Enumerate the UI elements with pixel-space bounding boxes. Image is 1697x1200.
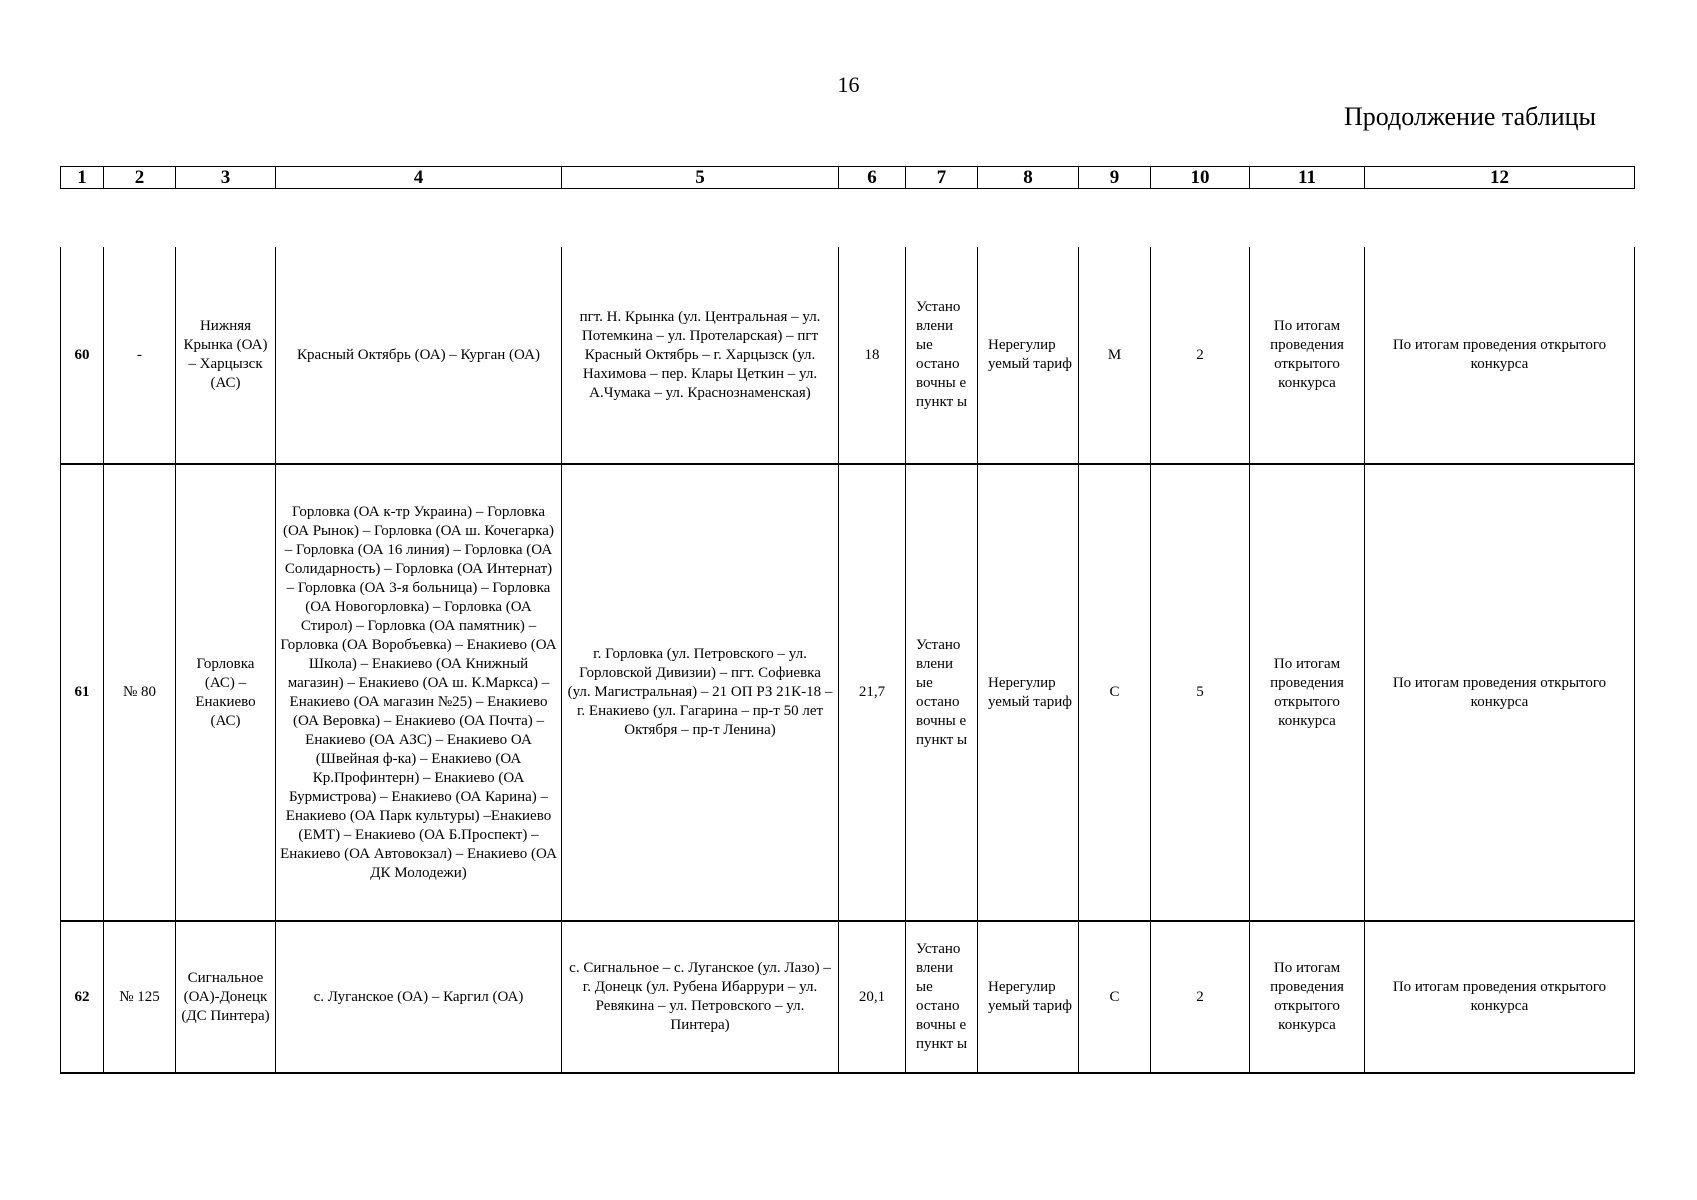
carrier: По итогам проведения открытого конкурса — [1365, 921, 1635, 1073]
route-length: 20,1 — [839, 921, 906, 1073]
column-number: 6 — [839, 167, 906, 189]
route-length: 18 — [839, 247, 906, 464]
boarding-procedure: Устано влени ые остано вочны е пункт ы — [906, 921, 978, 1073]
route-name: Нижняя Крынка (ОА) – Харцызск (АС) — [176, 247, 276, 464]
column-number: 7 — [906, 167, 978, 189]
column-number: 3 — [176, 167, 276, 189]
vehicle-class: М — [1079, 247, 1151, 464]
start-date: По итогам проведения открытого конкурса — [1250, 464, 1365, 921]
column-number: 8 — [978, 167, 1079, 189]
row-number: 60 — [61, 247, 104, 464]
vehicle-class: С — [1079, 921, 1151, 1073]
streets-roads: с. Сигнальное – с. Луганское (ул. Лазо) – г. Донецк (ул. Рубена Ибаррури – ул. Ревякина – ул. Петровского – ул. Пинтера) — [562, 921, 839, 1073]
tariff-type: Нерегулир уемый тариф — [978, 247, 1079, 464]
column-number: 5 — [562, 167, 839, 189]
routes-table — [60, 247, 1635, 1074]
streets-roads: г. Горловка (ул. Петровского – ул. Горловской Дивизии) – пгт. Софиевка (ул. Магистральная) – 21 ОП РЗ 21К-18 – г. Енакиево (ул. Гагарина – пр-т 50 лет Октября – пр-т Ленина) — [562, 464, 839, 921]
vehicle-count: 5 — [1151, 464, 1250, 921]
carrier: По итогам проведения открытого конкурса — [1365, 464, 1635, 921]
table-row — [61, 247, 1635, 464]
intermediate-stops: Красный Октябрь (ОА) – Курган (ОА) — [276, 247, 562, 464]
start-date: По итогам проведения открытого конкурса — [1250, 247, 1365, 464]
column-number: 1 — [61, 167, 104, 189]
row-number: 62 — [61, 921, 104, 1073]
vehicle-count: 2 — [1151, 921, 1250, 1073]
column-number-row — [61, 167, 1635, 189]
streets-roads: пгт. Н. Крынка (ул. Центральная – ул. Потемкина – ул. Протеларская) – пгт Красный Октябрь – г. Харцызск (ул. Нахимова – пер. Клары Цеткин – ул. А.Чумака – ул. Краснознаменская) — [562, 247, 839, 464]
tariff-type: Нерегулир уемый тариф — [978, 464, 1079, 921]
carrier: По итогам проведения открытого конкурса — [1365, 247, 1635, 464]
route-code: № 80 — [104, 464, 176, 921]
route-code: - — [104, 247, 176, 464]
page-number: 16 — [837, 72, 860, 97]
column-number-header — [60, 166, 1635, 189]
tariff-type: Нерегулир уемый тариф — [978, 921, 1079, 1073]
continuation-title: Продолжение таблицы — [1344, 102, 1596, 131]
intermediate-stops: Горловка (ОА к-тр Украина) – Горловка (ОА Рынок) – Горловка (ОА ш. Кочегарка) – Горловка (ОА 16 линия) – Горловка (ОА Солидарность) – Горловка (ОА Интернат) – Горловка (ОА 3-я больница) – Горловка (ОА Новогорловка) – Горловка (ОА Стирол) – Горловка (ОА памятник) – Горловка (ОА Воробъевка) – Енакиево (ОА Школа) – Енакиево (ОА Книжный магазин) – Енакиево (ОА ш. К.Маркса) – Енакиево (ОА магазин №25) – Енакиево (ОА Веровка) – Енакиево (ОА Почта) – Енакиево (ОА АЗС) – Енакиево ОА (Швейная ф-ка) – Енакиево (ОА Кр.Профинтерн) – Енакиево (ОА Бурмистрова) – Енакиево (ОА Карина) – Енакиево (ОА Парк культуры) –Енакиево (ЕМТ) – Енакиево (ОА Б.Проспект) – Енакиево (ОА Автовокзал) – Енакиево (ОА ДК Молодежи) — [276, 464, 562, 921]
route-length: 21,7 — [839, 464, 906, 921]
route-name: Горловка (АС) – Енакиево (АС) — [176, 464, 276, 921]
column-number: 10 — [1151, 167, 1250, 189]
table-row — [61, 464, 1635, 921]
row-number: 61 — [61, 464, 104, 921]
intermediate-stops: с. Луганское (ОА) – Каргил (ОА) — [276, 921, 562, 1073]
start-date: По итогам проведения открытого конкурса — [1250, 921, 1365, 1073]
table-row — [61, 921, 1635, 1073]
column-number: 12 — [1365, 167, 1635, 189]
vehicle-count: 2 — [1151, 247, 1250, 464]
route-name: Сигнальное (ОА)-Донецк (ДС Пинтера) — [176, 921, 276, 1073]
boarding-procedure: Устано влени ые остано вочны е пункт ы — [906, 247, 978, 464]
column-number: 4 — [276, 167, 562, 189]
boarding-procedure: Устано влени ые остано вочны е пункт ы — [906, 464, 978, 921]
column-number: 9 — [1079, 167, 1151, 189]
column-number: 2 — [104, 167, 176, 189]
column-number: 11 — [1250, 167, 1365, 189]
vehicle-class: С — [1079, 464, 1151, 921]
route-code: № 125 — [104, 921, 176, 1073]
